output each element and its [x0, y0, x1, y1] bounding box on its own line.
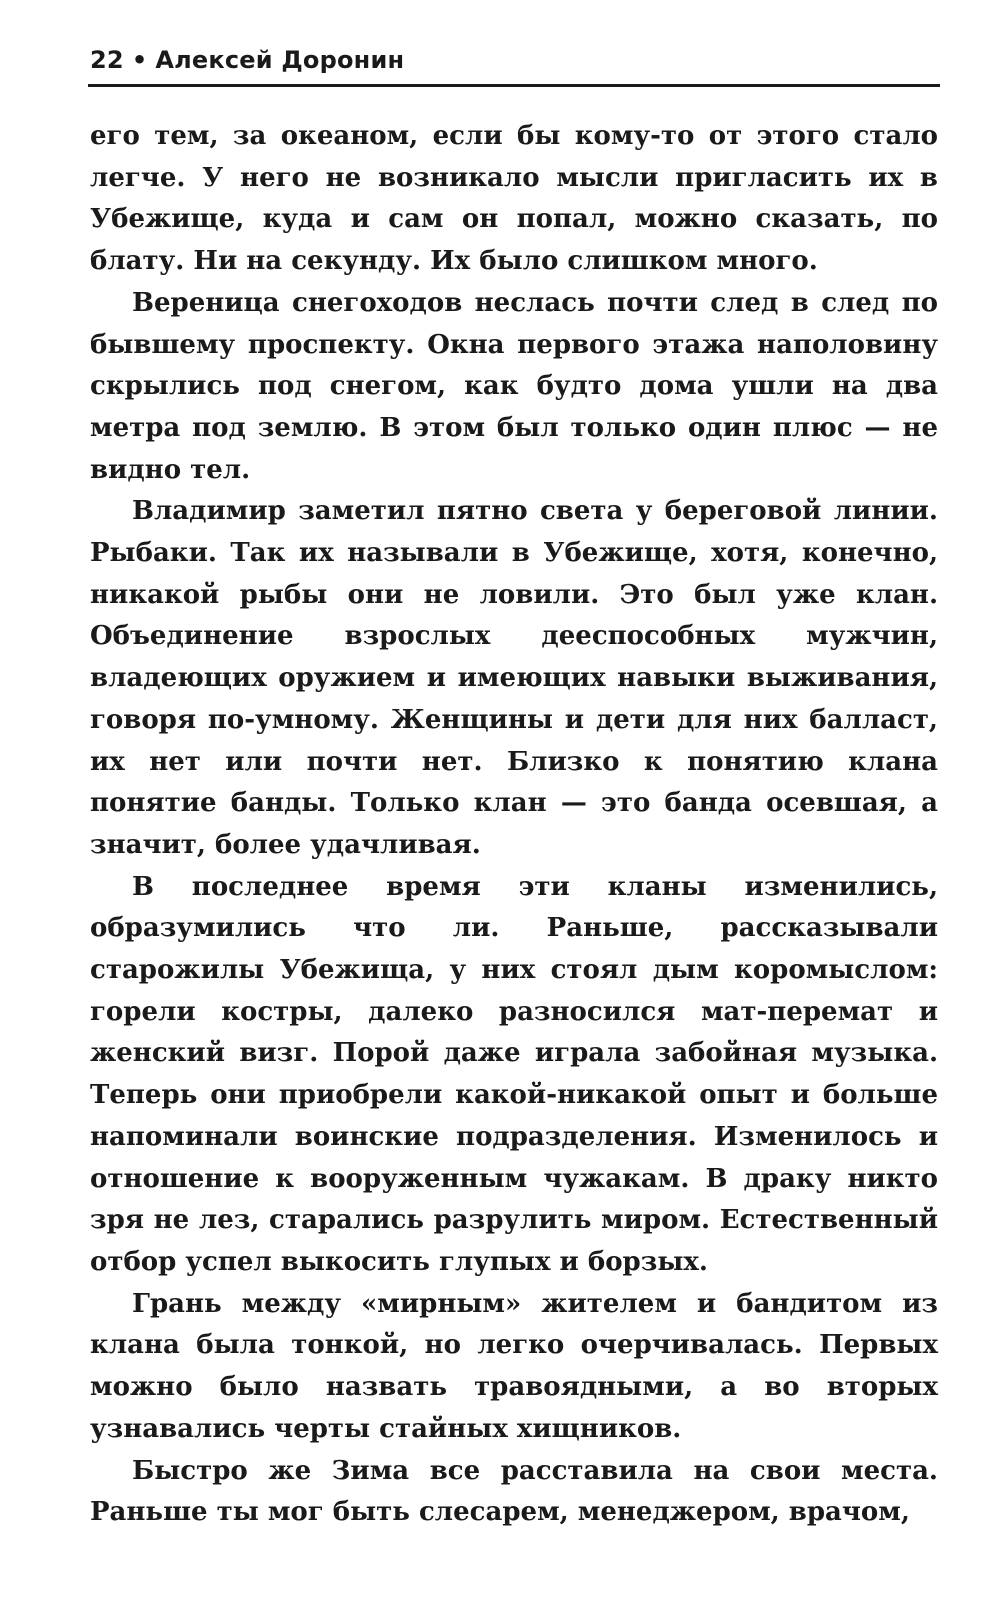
running-header — [90, 40, 940, 80]
paragraph-6: Быстро же Зима все расставила на свои места. Раньше ты мог быть слесарем, менеджером, врачом, — [90, 1455, 938, 1528]
header-separator: • — [131, 46, 148, 74]
paragraph-4: В последнее время эти кланы изменились, образумились что ли. Раньше, рассказывали старожилы Убежища, у них стоял дым коромыслом: горели костры, далеко разносился мат-перемат и женский визг. Порой даже играла забойная музыка. Теперь они приобрели какой-никакой опыт и больше напоминали воинские подразделения. Изменилось и отношение к вооруженным чужакам. В драку никто зря не лез, старались разрулить миром. Естественный отбор успел выкосить глупых и борзых. — [90, 871, 938, 1277]
author-name: Алексей Доронин — [155, 46, 405, 74]
header-rule — [88, 84, 940, 87]
page-number: 22 — [90, 46, 124, 74]
paragraph-1: его тем, за океаном, если бы кому-то от этого стало легче. У него не возникало мысли пригласить их в Убежище, куда и сам он попал, можно сказать, по блату. Ни на секунду. Их было слишком много. — [90, 121, 938, 277]
paragraph-2: Вереница снегоходов неслась почти след в след по бывшему проспекту. Окна первого этажа наполовину скрылись под снегом, как будто дома ушли на два метра под землю. В этом был только один плюс — не видно тел. — [90, 287, 938, 485]
paragraph-5: Грань между «мирным» жителем и бандитом из клана была тонкой, но легко очерчивалась. Первых можно было назвать травоядными, а во вторых узнавались черты стайных хищников. — [90, 1288, 938, 1444]
paragraph-3: Владимир заметил пятно света у береговой линии. Рыбаки. Так их называли в Убежище, хотя, конечно, никакой рыбы они не ловили. Это был уже клан. Объединение взрослых дееспособных мужчин, владеющих оружием и имеющих навыки выживания, говоря по-умному. Женщины и дети для них балласт, их нет или почти нет. Близко к понятию клана понятие банды. Только клан — это банда осевшая, а значит, более удачливая. — [90, 496, 938, 860]
body-text — [90, 116, 938, 1534]
